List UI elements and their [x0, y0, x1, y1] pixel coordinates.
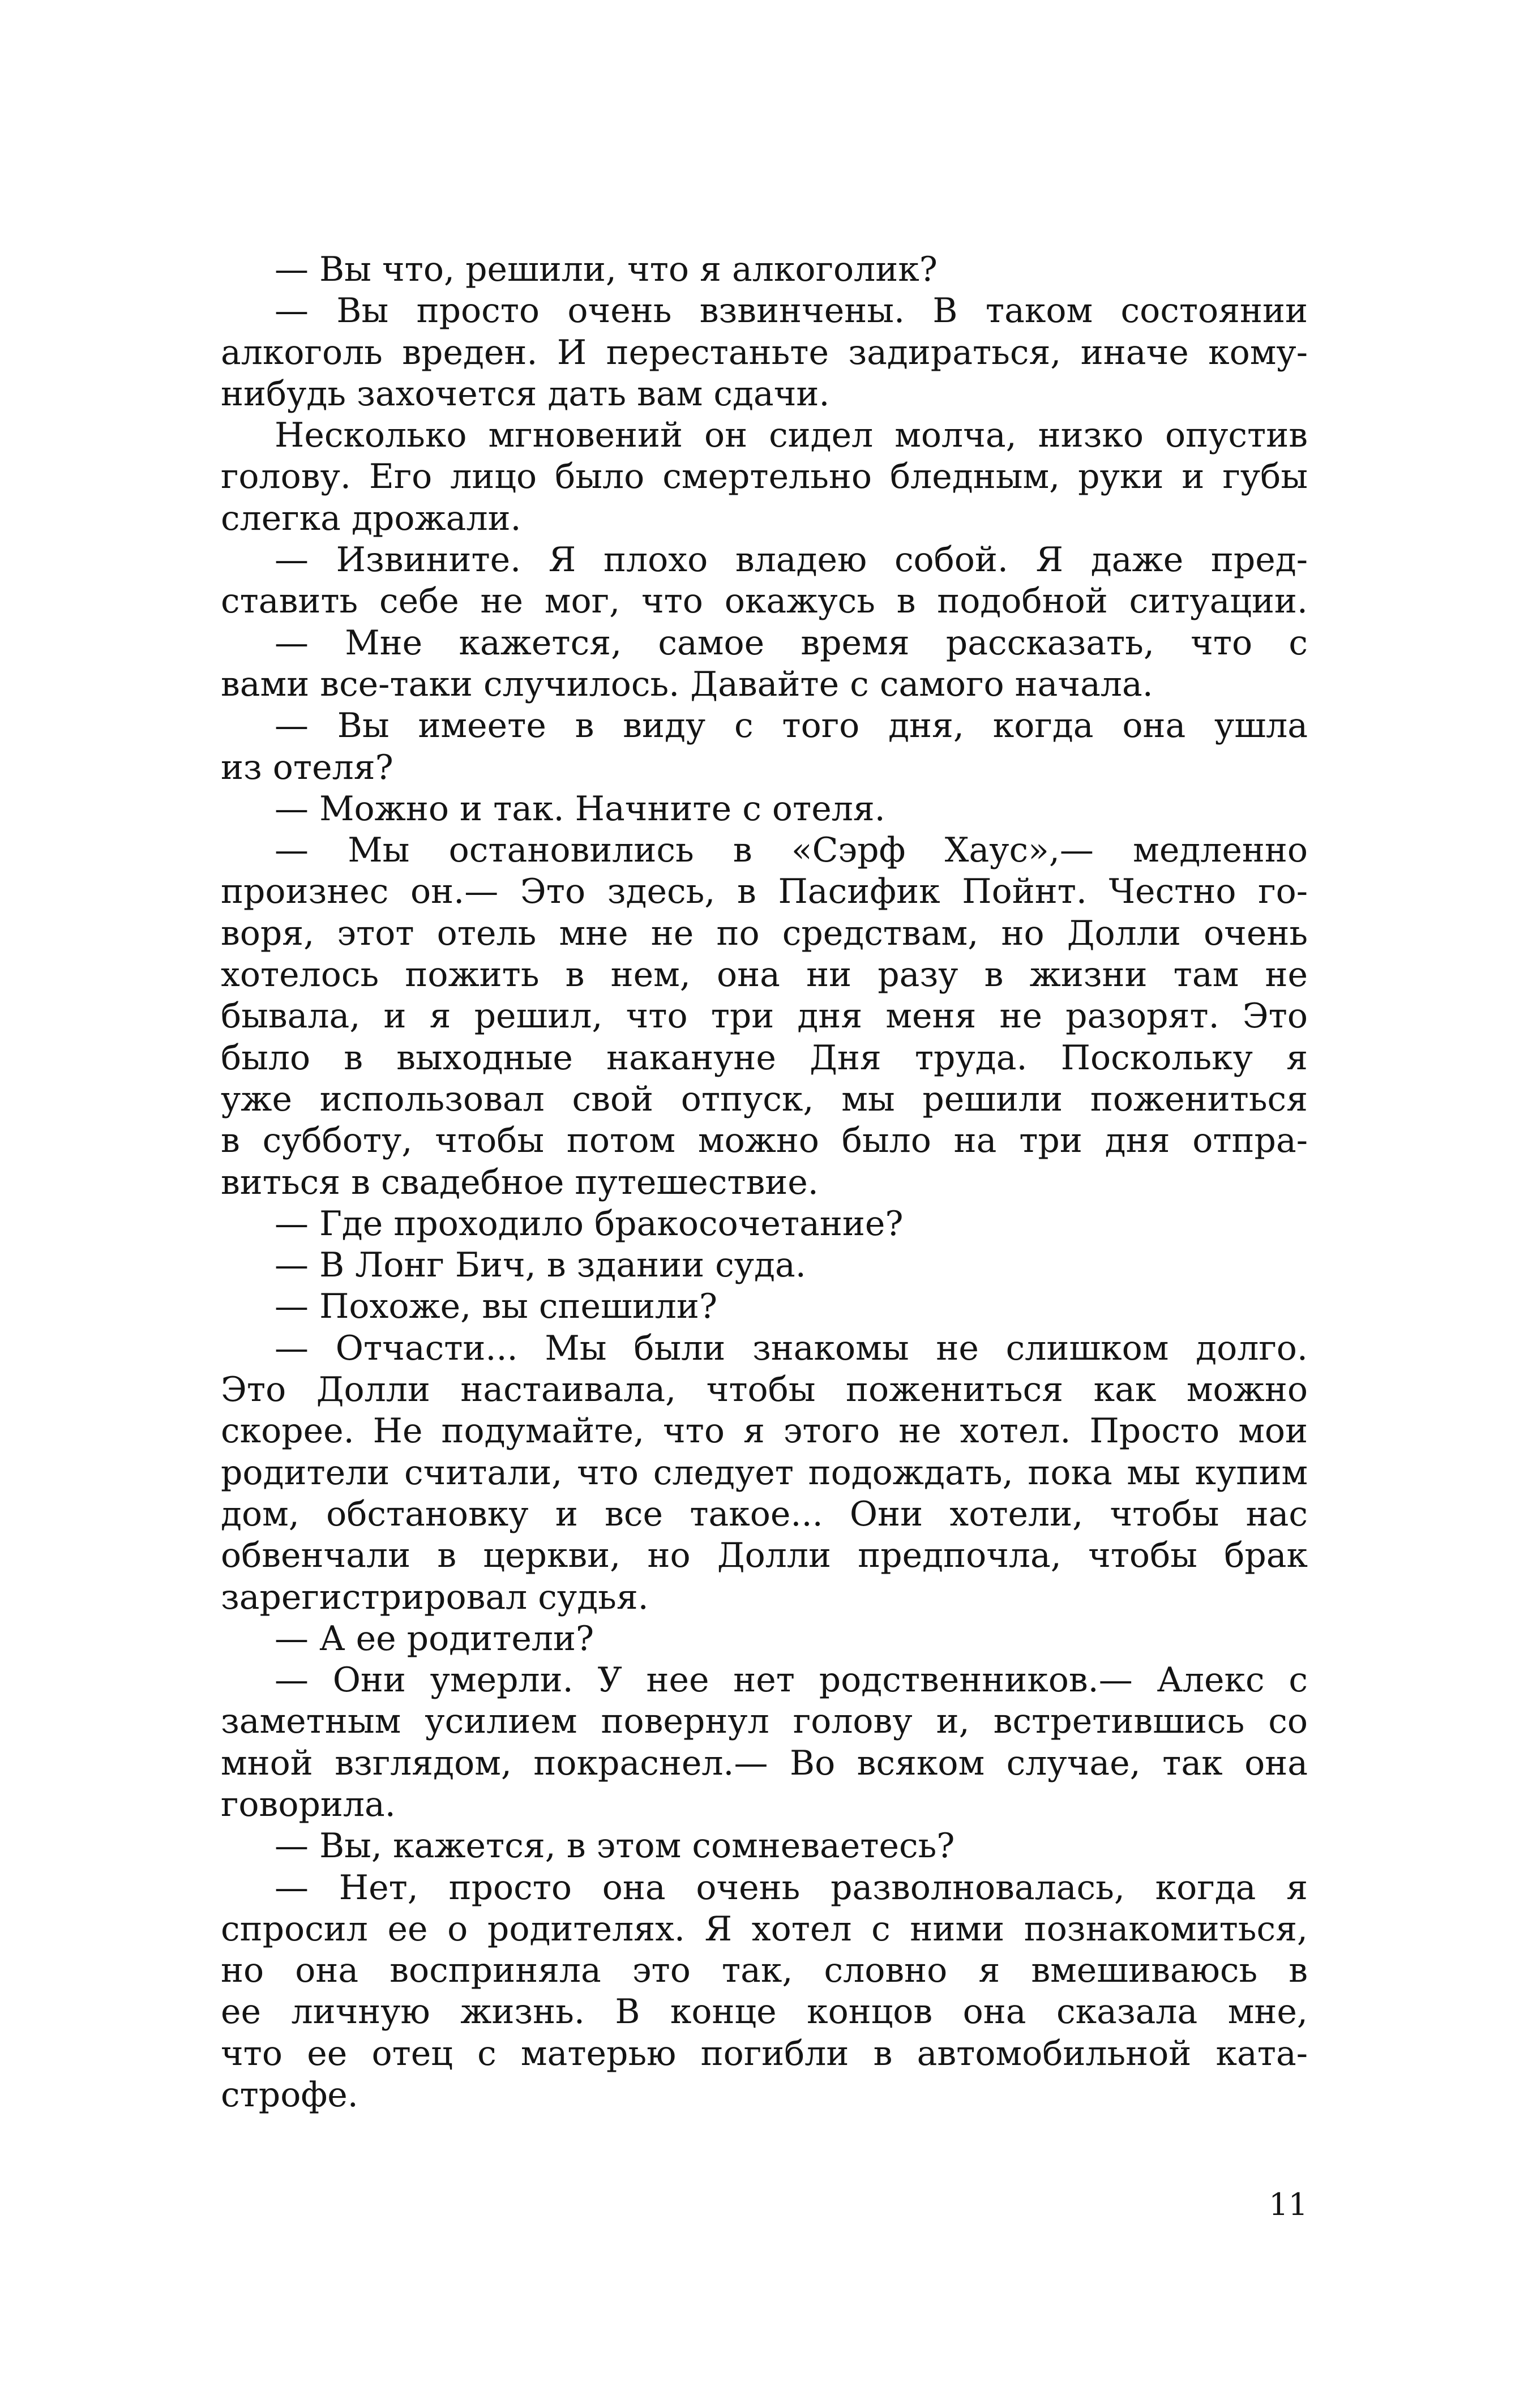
text-line: в субботу, чтобы потом можно было на три дня отпра- [221, 1121, 1308, 1161]
text-line: что ее отец с матерью погибли в автомобильной ката- [221, 2033, 1308, 2073]
text-line: — Мы остановились в «Сэрф Хаус»,— медленно [275, 830, 1308, 871]
text-line: мной взглядом, покраснел.— Во всяком случае, так она [221, 1743, 1308, 1783]
text-line: обвенчали в церкви, но Долли предпочла, чтобы брак [221, 1536, 1308, 1576]
text-line: голову. Его лицо было смертельно бледным, руки и губы [221, 457, 1308, 497]
text-line: ставить себе не мог, что окажусь в подобной ситуации. [221, 581, 1308, 622]
text-line: Несколько мгновений он сидел молча, низко опустив [275, 415, 1308, 456]
text-line: Это Долли настаивала, чтобы пожениться как можно [221, 1370, 1308, 1410]
text-line: строфе. [221, 2075, 358, 2115]
text-line: нибудь захочется дать вам сдачи. [221, 374, 830, 414]
text-line: — А ее родители? [275, 1618, 594, 1659]
text-line: — Они умерли. У нее нет родственников.— Алекс с [275, 1660, 1308, 1700]
text-line: слегка дрожали. [221, 498, 521, 538]
text-line: говорила. [221, 1784, 396, 1824]
text-line: — Нет, просто она очень разволновалась, когда я [275, 1867, 1308, 1908]
text-line: — В Лонг Бич, в здании суда. [275, 1245, 806, 1286]
text-line: скорее. Не подумайте, что я этого не хотел. Просто мои [221, 1411, 1308, 1451]
text-line: — Вы, кажется, в этом сомневаетесь? [275, 1826, 955, 1866]
text-line: — Отчасти... Мы были знакомы не слишком долго. [275, 1328, 1308, 1368]
text-line: бывала, и я решил, что три дня меня не разорят. Это [221, 996, 1308, 1036]
text-line: хотелось пожить в нем, она ни разу в жизни там не [221, 955, 1308, 995]
text-line: произнес он.— Это здесь, в Пасифик Пойнт. Честно го- [221, 872, 1308, 912]
text-line: зарегистрировал судья. [221, 1577, 649, 1617]
text-line: но она восприняла это так, словно я вмешиваюсь в [221, 1951, 1308, 1991]
text-line: — Вы что, решили, что я алкоголик? [275, 250, 938, 289]
body-text [221, 249, 1308, 2116]
text-line: было в выходные накануне Дня труда. Поскольку я [221, 1038, 1308, 1078]
text-line: ее личную жизнь. В конце концов она сказала мне, [221, 1992, 1308, 2032]
text-line: — Похоже, вы спешили? [275, 1287, 718, 1327]
text-line: — Можно и так. Начните с отеля. [275, 789, 885, 829]
text-line: вами все-таки случилось. Давайте с самого начала. [221, 664, 1153, 704]
text-line: из отеля? [221, 747, 393, 787]
text-line: — Где проходило бракосочетание? [275, 1203, 904, 1244]
page-number: 11 [1269, 2187, 1308, 2222]
text-line: — Вы имеете в виду с того дня, когда она ушла [275, 706, 1308, 746]
text-line: воря, этот отель мне не по средствам, но Долли очень [221, 913, 1308, 953]
text-line: уже использовал свой отпуск, мы решили пожениться [221, 1079, 1308, 1119]
text-line: дом, обстановку и все такое... Они хотели, чтобы нас [221, 1494, 1308, 1534]
text-line: спросил ее о родителях. Я хотел с ними познакомиться, [221, 1909, 1308, 1949]
text-line: виться в свадебное путешествие. [221, 1162, 819, 1202]
text-line: алкоголь вреден. И перестаньте задираться, иначе кому- [221, 332, 1308, 372]
text-line: — Вы просто очень взвинчены. В таком состоянии [275, 291, 1308, 331]
text-line: — Извините. Я плохо владею собой. Я даже пред- [275, 540, 1308, 580]
text-line: — Мне кажется, самое время рассказать, что с [275, 623, 1308, 663]
text-line: родители считали, что следует подождать, пока мы купим [221, 1452, 1308, 1493]
text-line: заметным усилием повернул голову и, встретившись со [221, 1702, 1308, 1742]
